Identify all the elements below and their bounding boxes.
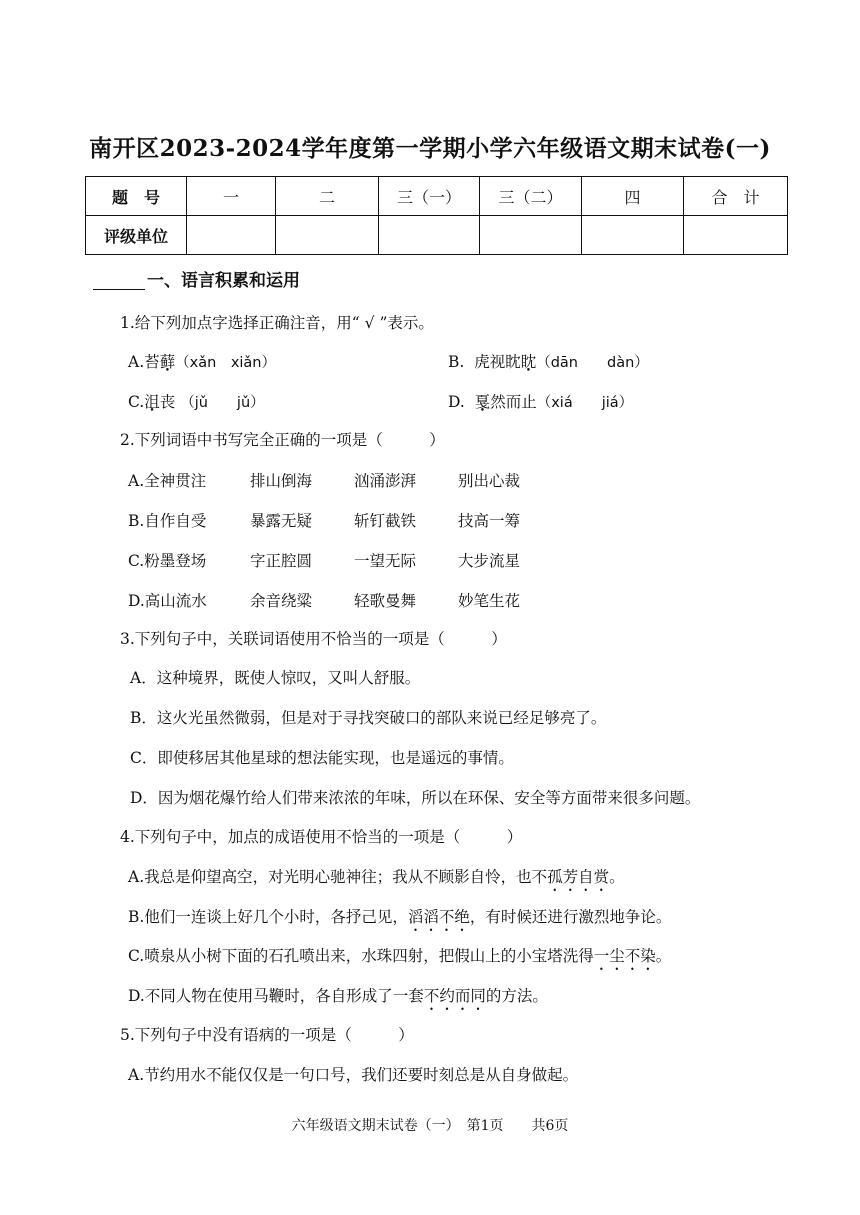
score-table-header-row	[86, 177, 788, 216]
score-header-total: 合 计	[684, 177, 788, 216]
section-heading: 一、语言积累和运用	[93, 266, 300, 291]
score-header-3b: 三（二）	[480, 177, 582, 216]
question-5-stem: 5.下列句子中没有语病的一项是（ ）	[120, 1026, 414, 1044]
grade-cell[interactable]	[684, 216, 788, 255]
grade-cell[interactable]	[480, 216, 582, 255]
grade-cell[interactable]	[187, 216, 276, 255]
score-blank[interactable]	[93, 271, 145, 290]
q1-option-a: A.苔藓（xǎn xiǎn）	[128, 353, 276, 371]
q1-option-b: B. 虎视眈眈（dān dàn）	[448, 353, 649, 371]
q3-option-c: C．即使移居其他星球的想法能实现，也是遥远的事情。	[130, 749, 514, 767]
question-2-stem: 2.下列词语中书写完全正确的一项是（ ）	[120, 431, 445, 449]
score-header-2: 二	[276, 177, 379, 216]
question-4-stem: 4.下列句子中，加点的成语使用不恰当的一项是（ ）	[120, 828, 523, 846]
q4-option-c: C.喷泉从小树下面的石孔喷出来，水珠四射，把假山上的小宝塔洗得一尘不染。	[128, 947, 672, 965]
score-header-label: 题 号	[86, 177, 187, 216]
score-header-1: 一	[187, 177, 276, 216]
grade-cell[interactable]	[582, 216, 684, 255]
q1-option-d: D. 戛然而止（xiá jiá）	[448, 393, 634, 411]
q5-option-a: A.节约用水不能仅仅是一句口号，我们还要时刻总是从自身做起。	[128, 1066, 579, 1084]
score-table-grade-row	[86, 216, 788, 255]
q4-option-b: B.他们一连谈上好几个小时，各抒己见，滔滔不绝，有时候还进行激烈地争论。	[128, 908, 672, 926]
q1-option-c: C.沮丧 （jǔ jǔ）	[128, 393, 265, 411]
score-header-3a: 三（一）	[379, 177, 480, 216]
page-title: 南开区2023-2024学年度第一学期小学六年级语文期末试卷(一)	[89, 135, 771, 162]
question-3-stem: 3.下列句子中，关联词语使用不恰当的一项是（ ）	[120, 630, 507, 648]
q4-option-d: D.不同人物在使用马鞭时，各自形成了一套不约而同的方法。	[128, 987, 548, 1005]
question-1-stem: 1.给下列加点字选择正确注音，用“ √ ”表示。	[120, 314, 434, 332]
q4-option-a: A.我总是仰望高空，对光明心驰神往；我从不顾影自怜，也不孤芳自赏。	[128, 868, 625, 886]
score-table	[85, 176, 788, 255]
q3-option-d: D．因为烟花爆竹给人们带来浓浓的年味，所以在环保、安全等方面带来很多问题。	[130, 789, 701, 807]
score-header-4: 四	[582, 177, 684, 216]
page-footer: 六年级语文期末试卷（一） 第1页 共6页	[291, 1118, 569, 1134]
grade-cell[interactable]	[379, 216, 480, 255]
q3-option-a: A．这种境界，既使人惊叹，又叫人舒服。	[130, 669, 421, 687]
q3-option-b: B．这火光虽然微弱，但是对于寻找突破口的部队来说已经足够亮了。	[130, 709, 607, 727]
grade-row-label: 评级单位	[86, 216, 187, 255]
grade-cell[interactable]	[276, 216, 379, 255]
